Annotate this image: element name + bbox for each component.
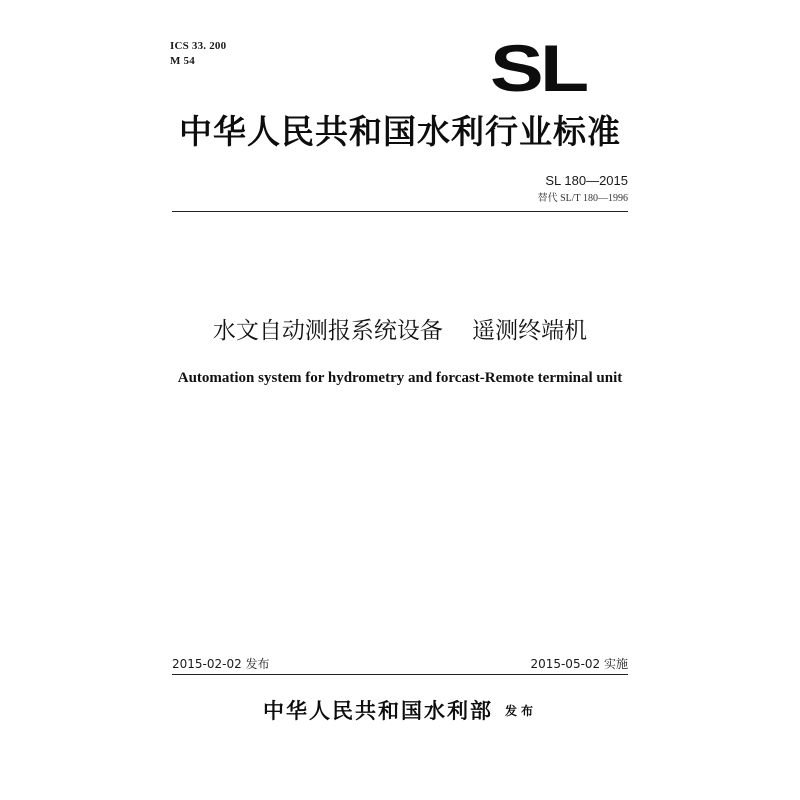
classification-code: M 54 (170, 55, 195, 67)
issue-date: 2015-02-02 发布 (172, 657, 270, 671)
publisher-name: 中华人民共和国水利部 (262, 699, 493, 723)
replaces-standard: 替代 SL/T 180—1996 (537, 193, 628, 204)
implementation-date: 2015-05-02 实施 (530, 657, 628, 671)
sl-logo: SL (490, 31, 586, 105)
standard-number: SL 180—2015 (545, 173, 628, 188)
standard-category-title: 中华人民共和国水利行业标准 (179, 112, 621, 151)
publisher-action: 发布 (504, 703, 537, 718)
publisher-block (0, 695, 800, 725)
top-divider (172, 211, 628, 212)
ics-code: ICS 33. 200 (170, 40, 227, 52)
bottom-divider (172, 674, 628, 675)
document-title-chinese: 水文自动测报系统设备 遥测终端机 (212, 318, 588, 344)
document-title-english: Automation system for hydrometry and forcast-Remote terminal unit (177, 370, 623, 386)
